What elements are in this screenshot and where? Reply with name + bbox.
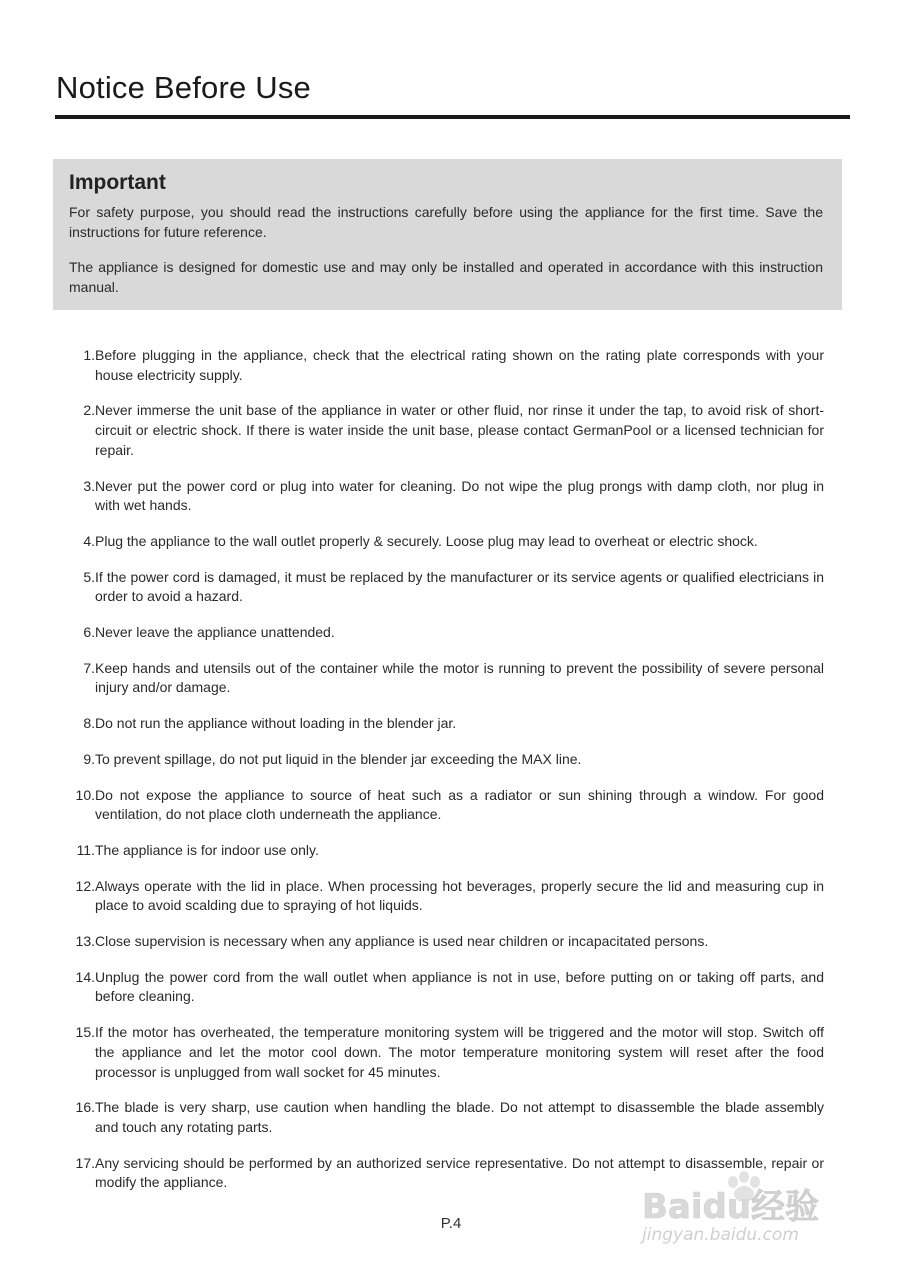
safety-instructions-list: [66, 346, 824, 1209]
item-text: If the power cord is damaged, it must be replaced by the manufacturer or its service agents or qualified electricians in order to avoid a hazard.: [95, 568, 824, 605]
watermark-url: jingyan.baidu.com: [642, 1225, 799, 1245]
page-number: P.4: [440, 1215, 462, 1232]
item-number: 11.: [76, 841, 95, 858]
item-text: If the motor has overheated, the temperature monitoring system will be triggered and the motor will stop. Switch off the appliance and let the motor cool down. The motor temperature monitoring system will reset after the food processor is unplugged from wall socket for 45 minutes.: [95, 1024, 824, 1080]
item-text: Never immerse the unit base of the appliance in water or other fluid, nor rinse it under the tap, to avoid risk of short-circuit or electric shock. If there is water inside the unit base, please contact GermanPool or a licensed technician for repair.: [95, 402, 824, 458]
list-item: [66, 750, 824, 770]
baidu-watermark: [640, 1168, 850, 1248]
item-number: 4.: [83, 532, 95, 549]
item-text: Always operate with the lid in place. When processing hot beverages, properly secure the lid and measuring cup in place to avoid scalding due to spraying of hot liquids.: [95, 877, 824, 914]
list-item: [66, 932, 824, 952]
item-number: 15.: [75, 1024, 95, 1041]
item-number: 6.: [83, 624, 95, 641]
important-paragraph: For safety purpose, you should read the instructions carefully before using the appliance for the first time. Save the instructions for future reference.: [69, 204, 823, 240]
item-text: To prevent spillage, do not put liquid in the blender jar exceeding the MAX line.: [95, 750, 582, 767]
item-number: 17.: [75, 1154, 95, 1171]
watermark-brand: Baidu经验: [642, 1187, 820, 1227]
list-item: [66, 714, 824, 734]
item-number: 14.: [75, 968, 95, 985]
list-item: [66, 568, 824, 607]
list-item: [66, 401, 824, 460]
item-number: 16.: [75, 1099, 95, 1116]
item-text: Never leave the appliance unattended.: [95, 624, 335, 641]
title-divider: [55, 115, 850, 119]
list-item: [66, 1023, 824, 1082]
item-text: Do not run the appliance without loading in the blender jar.: [95, 715, 457, 732]
item-text: Do not expose the appliance to source of heat such as a radiator or sun shining through a window. For good ventilation, do not place cloth underneath the appliance.: [95, 786, 824, 823]
important-paragraph: The appliance is designed for domestic use and may only be installed and operated in accordance with this instruction manual.: [69, 259, 823, 295]
list-item: [66, 346, 824, 385]
list-item: [66, 659, 824, 698]
item-text: Keep hands and utensils out of the container while the motor is running to prevent the possibility of severe personal injury and/or damage.: [95, 659, 824, 696]
item-number: 7.: [83, 659, 95, 676]
list-item: [66, 477, 824, 516]
list-item: [66, 968, 824, 1007]
item-text: Before plugging in the appliance, check that the electrical rating shown on the rating plate corresponds with your house electricity supply.: [95, 347, 824, 383]
item-number: 8.: [83, 715, 95, 732]
list-item: [66, 1098, 824, 1137]
list-item: [66, 841, 824, 861]
item-number: 10.: [75, 786, 95, 803]
item-text: Plug the appliance to the wall outlet properly & securely. Loose plug may lead to overheat or electric shock.: [95, 532, 758, 549]
item-text: Never put the power cord or plug into water for cleaning. Do not wipe the plug prongs with damp cloth, nor plug in with wet hands.: [95, 477, 824, 514]
list-item: [66, 623, 824, 643]
item-number: 12.: [75, 877, 95, 894]
item-number: 5.: [83, 568, 95, 585]
item-number: 3.: [83, 477, 95, 494]
list-item: [66, 877, 824, 916]
important-heading: Important: [69, 171, 166, 194]
page-title: Notice Before Use: [56, 70, 311, 105]
item-number: 1.: [83, 347, 95, 363]
item-text: Any servicing should be performed by an authorized service representative. Do not attempt to disassemble, repair or modify the appliance.: [95, 1154, 824, 1191]
important-notice-box: [53, 159, 842, 310]
item-text: Unplug the power cord from the wall outlet when appliance is not in use, before putting on or taking off parts, and before cleaning.: [95, 968, 824, 1005]
item-number: 2.: [83, 402, 95, 419]
list-item: [66, 532, 824, 552]
item-text: The blade is very sharp, use caution when handling the blade. Do not attempt to disassemble the blade assembly and touch any rotating parts.: [95, 1099, 824, 1135]
item-number: 9.: [83, 750, 95, 767]
item-number: 13.: [75, 933, 95, 950]
list-item: [66, 786, 824, 825]
item-text: The appliance is for indoor use only.: [95, 841, 319, 858]
item-text: Close supervision is necessary when any appliance is used near children or incapacitated persons.: [95, 933, 709, 950]
